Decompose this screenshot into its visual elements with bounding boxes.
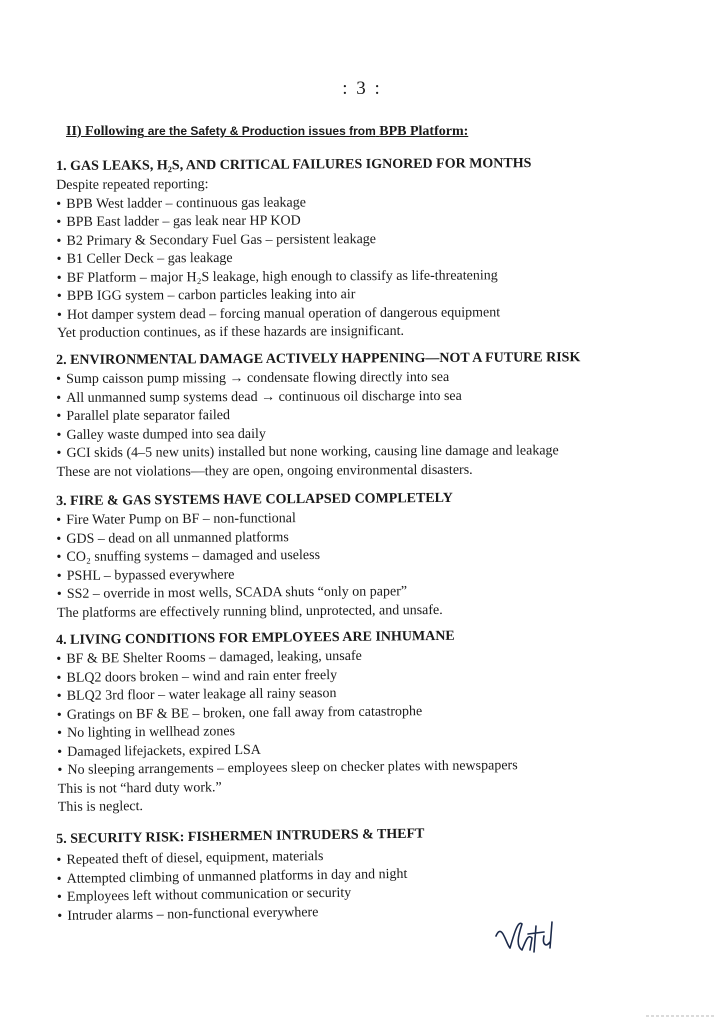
list-item: • No lighting in wellhead zones <box>57 719 677 744</box>
list-item: • GCI skids (4–5 new units) installed but none working, causing line damage and leakage <box>56 442 676 464</box>
section-closing: This is neglect. <box>57 799 144 815</box>
list-item: • BPB West ladder – continuous gas leakage <box>56 192 676 214</box>
page-heading <box>66 124 468 140</box>
section-title: 4. LIVING CONDITIONS FOR EMPLOYEES ARE INHUMANE <box>56 628 455 648</box>
scanner-watermark-icon <box>646 1014 716 1018</box>
list-item: • Employees left without communication or security <box>57 880 677 908</box>
list-item: • BLQ2 doors broken – wind and rain enter freely <box>56 663 676 688</box>
list-item: • All unmanned sump systems dead → continuous oil discharge into sea <box>56 386 676 408</box>
list-item: • BPB IGG system – carbon particles leaking into air <box>57 284 677 306</box>
list-item: • No sleeping arrangements – employees sleep on checker plates with newspapers <box>57 756 677 781</box>
heading-rest: are the Safety & Production issues from <box>147 124 376 138</box>
section-environmental-damage <box>56 348 677 482</box>
list-item: • B2 Primary & Secondary Fuel Gas – persistent leakage <box>56 229 676 251</box>
list-item: • BF Platform – major H₂S leakage, high enough to classify as life-threatening <box>57 266 677 288</box>
list-item: • Parallel plate separator failed <box>56 405 676 427</box>
heading-prefix: II) Following <box>66 124 145 139</box>
section-closing: The platforms are effectively running blind, unprotected, and unsafe. <box>56 602 443 621</box>
section-gas-leaks <box>56 153 677 343</box>
section-security-risk <box>56 821 677 926</box>
list-item: • Repeated theft of diesel, equipment, materials <box>56 843 676 871</box>
heading-suffix: BPB Platform: <box>379 124 469 139</box>
list-item: • Attempted climbing of unmanned platforms in day and night <box>57 861 677 889</box>
section-intro: Despite repeated reporting: <box>56 177 209 193</box>
list-item: • SS2 – override in most wells, SCADA shuts “only on paper” <box>57 581 677 604</box>
list-item: • Intruder alarms – non-functional everywhere <box>57 898 677 926</box>
signature-icon <box>492 914 562 962</box>
list-item: • B1 Celler Deck – gas leakage <box>57 247 677 269</box>
list-item: • CO₂ snuffing systems – damaged and useless <box>56 544 676 567</box>
section-closing: This is not “hard duty work.” <box>57 779 222 797</box>
list-item: • BF & BE Shelter Rooms – damaged, leaking, unsafe <box>56 645 676 670</box>
section-closing: These are not violations—they are open, ongoing environmental disasters. <box>56 462 473 480</box>
list-item: • PSHL – bypassed everywhere <box>57 563 677 586</box>
section-living-conditions <box>56 625 678 818</box>
section-fire-gas-systems <box>56 487 677 623</box>
list-item: • GDS – dead on all unmanned platforms <box>56 526 676 549</box>
page-number: : 3 : <box>342 78 382 99</box>
section-closing: Yet production continues, as if these hazards are insignificant. <box>57 323 405 341</box>
section-title: 2. ENVIRONMENTAL DAMAGE ACTIVELY HAPPENING—NOT A FUTURE RISK <box>56 350 581 368</box>
list-item: • Galley waste dumped into sea daily <box>56 423 676 445</box>
list-item: • Sump caisson pump missing → condensate flowing directly into sea <box>56 368 676 390</box>
list-item: • Damaged lifejackets, expired LSA <box>57 737 677 762</box>
section-title: 1. GAS LEAKS, H₂S, AND CRITICAL FAILURES IGNORED FOR MONTHS <box>56 156 532 174</box>
list-item: • Gratings on BF & BE – broken, one fall away from catastrophe <box>57 700 677 725</box>
list-item: • Hot damper system dead – forcing manual operation of dangerous equipment <box>57 303 677 325</box>
list-item: • BLQ2 3rd floor – water leakage all rainy season <box>57 682 677 707</box>
list-item: • Fire Water Pump on BF – non-functional <box>56 507 676 530</box>
list-item: • BPB East ladder – gas leak near HP KOD <box>56 210 676 232</box>
section-title: 3. FIRE & GAS SYSTEMS HAVE COLLAPSED COMPLETELY <box>56 490 453 509</box>
section-title: 5. SECURITY RISK: FISHERMEN INTRUDERS & THEFT <box>56 826 425 847</box>
